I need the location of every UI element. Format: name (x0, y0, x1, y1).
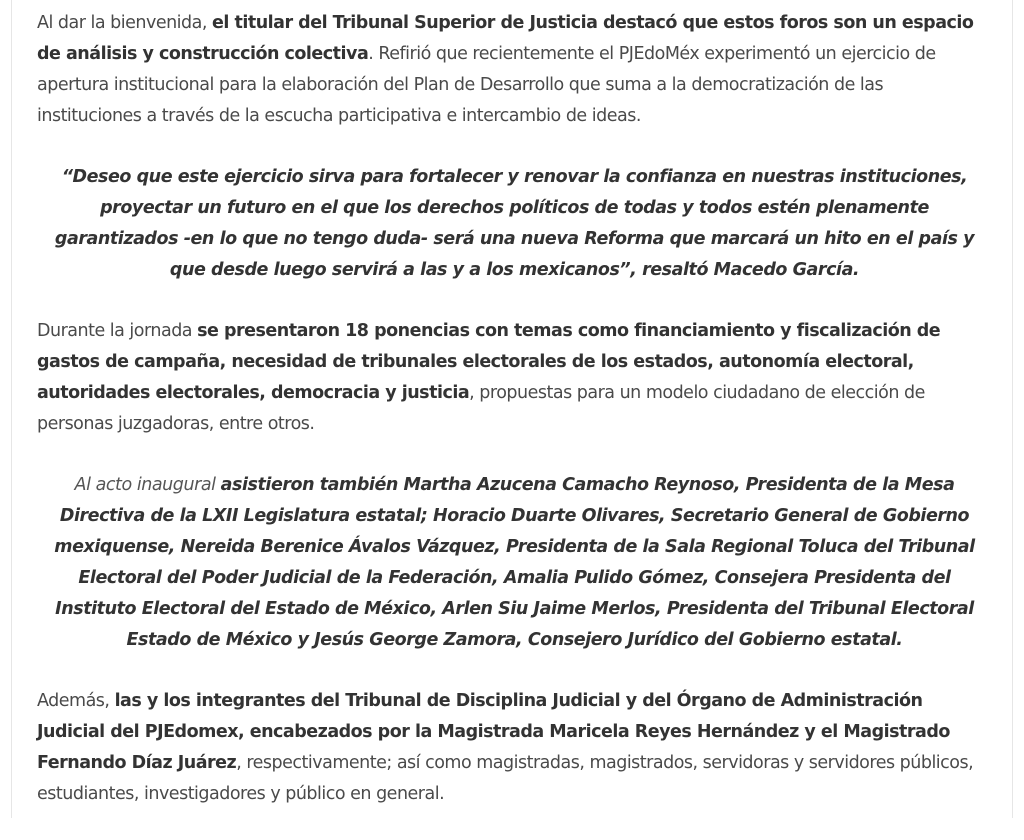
paragraph-attendees-bold: asistieron también Martha Azucena Camacho Reynoso, Presidenta de la Mesa Directiva de la LXII Legislatura estatal; Horacio Duarte Olivares, Secretario General de Gobierno mexiquense, Nereida Berenice Ávalos Vázquez, Presidenta de la Sala Regional Toluca del Tribunal Electoral del Poder Judicial de la Federación, Amalia Pulido Gómez, Consejera Presidenta del Instituto Electoral del Estado de México, Arlen Siu Jaime Merlos, Presidenta del Tribunal Electoral Estado de México y Jesús George Zamora, Consejero Jurídico del Gobierno estatal. (54, 475, 975, 650)
paragraph-ponencias-lead: Durante la jornada (37, 321, 198, 341)
paragraph-integrantes (37, 686, 992, 810)
paragraph-integrantes-rest: , respectivamente; así como magistradas, magistrados, servidoras y servidores públicos, estudiantes, investigadores y público en general. (37, 753, 974, 804)
paragraph-welcome-lead: Al dar la bienvenida, (37, 13, 212, 33)
right-border (1012, 0, 1013, 818)
paragraph-integrantes-bold: las y los integrantes del Tribunal de Disciplina Judicial y del Órgano de Administración Judicial del PJEdomex, encabezados por la Magistrada Maricela Reyes Hernández y el Magistrado Fernando Díaz Juárez (37, 691, 950, 773)
paragraph-welcome-bold: el titular del Tribunal Superior de Justicia destacó que estos foros son un espacio de análisis y construcción colectiva (37, 13, 974, 64)
paragraph-attendees (37, 470, 992, 656)
paragraph-attendees-lead: Al acto inaugural (74, 475, 221, 495)
quote-paragraph: “Deseo que este ejercicio sirva para fortalecer y renovar la confianza en nuestras instituciones, proyectar un futuro en el que los derechos políticos de todas y todos estén plenamente garantizados -en lo que no tengo duda- será una nueva Reforma que marcará un hito en el país y que desde luego servirá a las y a los mexicanos”, resaltó Macedo García. (54, 167, 975, 280)
paragraph-ponencias (37, 316, 992, 440)
paragraph-ponencias-rest: , propuestas para un modelo ciudadano de elección de personas juzgadoras, entre otros. (37, 383, 925, 434)
paragraph-ponencias-bold: se presentaron 18 ponencias con temas como financiamiento y fiscalización de gastos de campaña, necesidad de tribunales electorales de los estados, autonomía electoral, autoridades electorales, democracia y justicia (37, 321, 941, 403)
paragraph-welcome-rest: . Refirió que recientemente el PJEdoMéx experimentó un ejercicio de apertura institucional para la elaboración del Plan de Desarrollo que suma a la democratización de las instituciones a través de la escucha participativa e intercambio de ideas. (37, 44, 936, 126)
article-body (37, 8, 992, 840)
paragraph-welcome (37, 8, 992, 132)
left-border (11, 0, 12, 818)
paragraph-integrantes-lead: Además, (37, 691, 115, 711)
